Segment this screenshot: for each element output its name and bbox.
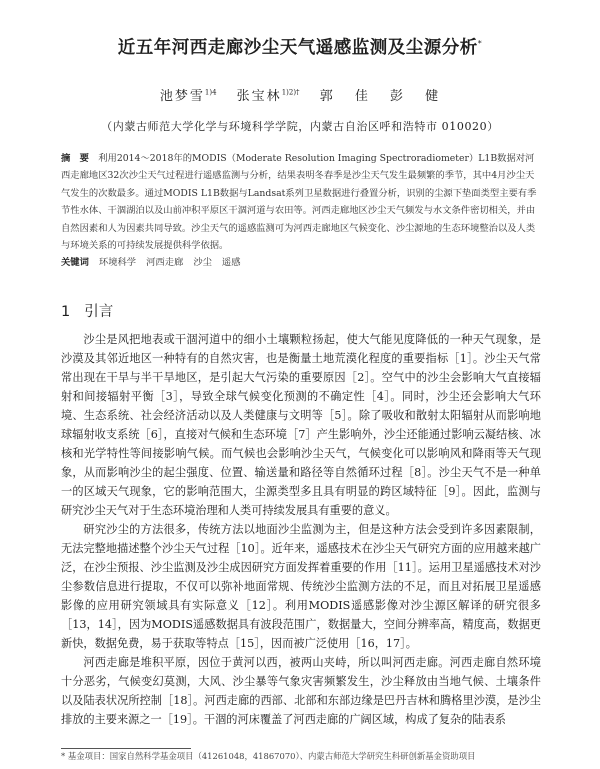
keywords — [61, 254, 541, 271]
section-number: 1 — [61, 304, 71, 320]
paragraph: 沙尘是风把地表或干涸河道中的细小土壤颗粒扬起，使大气能见度降低的一种天气现象，是沙漠及其邻近地区一种特有的自然灾害，也是衡量土地荒漠化程度的重要指标［1］。沙尘天气常常出现在干旱与半干旱地区，是引起大气污染的重要原因［2］。空气中的沙尘会影响大气直接辐射和间接辐射平衡［3］，导致全球气候变化预测的不确定性［4］。同时，沙尘还会影响大气环境、生态系统、社会经济活动以及人类健康与文明等［5］。除了吸收和散射太阳辐射从而影响地球辐射收支系统［6］，直接对气候和生态环境［7］产生影响外，沙尘还能通过影响云凝结核、冰核和光学特性等间接影响气候。而气候也会影响沙尘天气，气候变化可以影响风和降雨等天气现象，从而影响沙尘的起尘强度、位置、输送量和路径等自然循环过程［8］。沙尘天气不是一种单一的区域天气现象，它的影响范围大，尘源类型多且具有明显的跨区域特征［9］。因此，监测与研究沙尘天气对于生态环境治理和人类可持续发展具有重要的意义。 — [61, 333, 541, 517]
author: 池梦雪$^{1)4}$ — [159, 88, 217, 104]
keywords-label: 关键词 — [61, 257, 89, 269]
author-list — [0, 85, 600, 104]
section-body — [61, 330, 541, 729]
footnote-divider — [61, 748, 191, 749]
abstract-label: 摘 要 — [61, 153, 89, 164]
section-title: 引言 — [84, 304, 114, 320]
keyword: 遥感 — [221, 257, 241, 269]
paper-title — [0, 34, 600, 59]
keyword: 沙尘 — [193, 257, 212, 269]
section-heading — [61, 300, 113, 321]
title-footnote-mark: * — [477, 39, 483, 49]
abstract — [61, 150, 541, 254]
abstract-text: 利用2014～2018年的MODIS（Moderate Resolution Imaging Spectroradiometer）L1B数据对河西走廊地区32次沙尘天气过程进行遥感监测与分析，结果表明冬春季是沙尘天气发生最频繁的季节，其中4月沙尘天气发生的次数最多。通过MODIS L1B数据与Landsat系列卫星数据进行叠置分析，识别的尘源下垫面类型主要有季节性水体、干涸湖泊以及山前冲积平原区干涸河道与农田等。河西走廊地区沙尘天气频发与水文条件密切相关，并由自然因素和人为因素共同导致。沙尘天气的遥感监测可为河西走廊地区气候变化、沙尘源地的生态环境整治以及人类与环境关系的可持续发展提供科学依据。 — [61, 153, 537, 252]
author-affil-mark: 1)4 — [204, 88, 217, 97]
paragraph: 研究沙尘的方法很多，传统方法以地面沙尘监测为主，但是这种方法会受到许多因素限制，无法完整地描述整个沙尘天气过程［10］。近年来，遥感技术在沙尘天气研究方面的应用越来越广泛，在沙尘预报、沙尘监测及沙尘成因研究方面发挥着重要的作用［11］。运用卫星遥感技术对沙尘参数信息进行提取，不仅可以弥补地面常规、传统沙尘监测方法的不足，而且对拓展卫星遥感影像的应用研究领域具有实际意义［12］。利用MODIS遥感影像对沙尘源区解译的研究很多［13，14］，因为MODIS遥感数据具有波段范围广，数据量大，空间分辨率高，精度高，数据更新快，数据免费，易于获取等特点［15］，因而被广泛使用［16，17］。 — [61, 523, 541, 650]
paper-title-text: 近五年河西走廊沙尘天气遥感监测及尘源分析 — [117, 38, 478, 58]
author: 郭 佳 — [319, 89, 370, 104]
affiliation: （内蒙古师范大学化学与环境科学学院，内蒙古自治区呼和浩特市 010020） — [101, 120, 499, 133]
paragraph: 河西走廊是堆积平原，因位于黄河以西，被两山夹峙，所以叫河西走廊。河西走廊自然环境十分恶劣，气候变幻莫测，大风、沙尘暴等气象灾害频繁发生，沙尘释放由当地气候、土壤条件以及陆表状况所控制［18］。河西走廊的西部、北部和东部边缘是巴丹吉林和腾格里沙漠，是沙尘排放的主要来源之一［19］。干涸的河床覆盖了河西走廊的广阔区域，构成了复杂的陆表系 — [61, 656, 541, 726]
author: 张宝林$^{1)2)\dagger}$ — [236, 88, 300, 104]
funding-footnote: * 基金项目：国家自然科学基金项目（41261048，41867070）、内蒙古师范大学研究生科研创新基金资助项目 — [61, 751, 476, 761]
abstract-block — [61, 150, 541, 272]
author-affil-mark: 1)2)† — [281, 88, 300, 97]
author: 彭 健 — [389, 89, 441, 104]
keyword: 环境科学 — [98, 257, 137, 269]
keyword: 河西走廊 — [146, 257, 184, 269]
